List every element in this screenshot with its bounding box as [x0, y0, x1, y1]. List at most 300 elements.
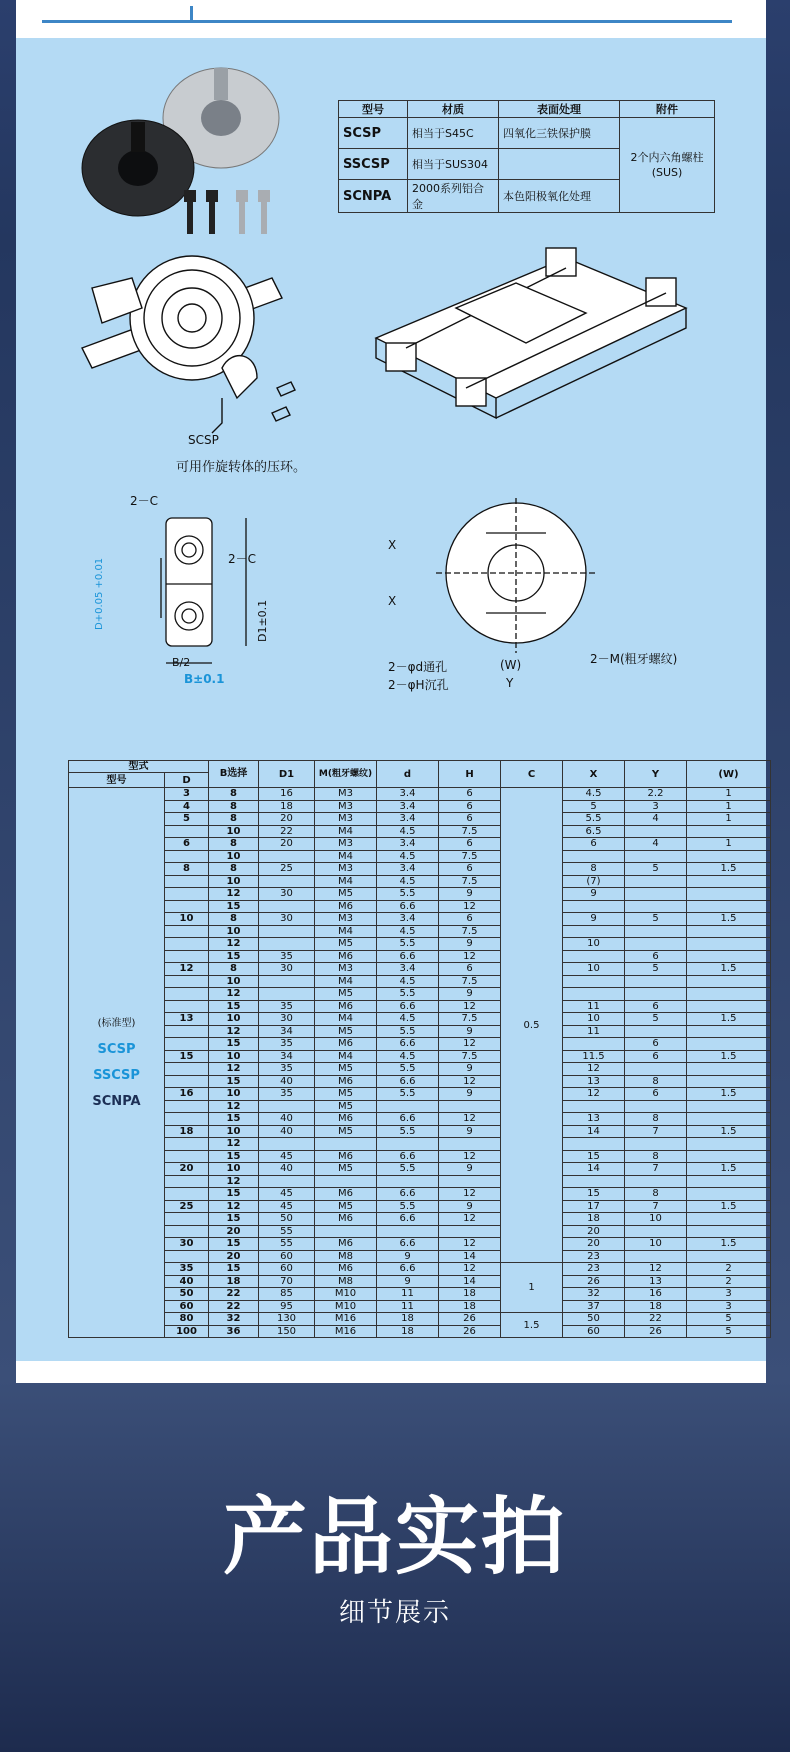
header-h: H [439, 761, 501, 788]
table-cell: M6 [315, 1038, 377, 1051]
table-cell [625, 1025, 687, 1038]
table-cell: 4.5 [377, 850, 439, 863]
table-cell: 7.5 [439, 1050, 501, 1063]
table-cell: 20 [259, 813, 315, 826]
table-cell: 16 [165, 1088, 209, 1101]
table-cell: 22 [259, 825, 315, 838]
spec-surface: 本色阳极氧化处理 [499, 180, 620, 213]
table-cell: 7.5 [439, 875, 501, 888]
table-cell: 10 [625, 1238, 687, 1251]
table-row [69, 1050, 771, 1063]
table-cell: M8 [315, 1275, 377, 1288]
label-y: Y [506, 676, 514, 690]
spec-sheet [16, 0, 766, 1383]
table-cell [165, 1225, 209, 1238]
table-cell: 5.5 [377, 1025, 439, 1038]
table-cell [625, 1100, 687, 1113]
table-cell: 13 [563, 1075, 625, 1088]
table-cell: 11 [563, 1025, 625, 1038]
table-cell: 10 [209, 1050, 259, 1063]
table-cell [563, 925, 625, 938]
table-cell: 1.5 [687, 963, 771, 976]
table-cell: 15 [209, 1000, 259, 1013]
label-x-lower: X [388, 594, 397, 608]
table-cell [563, 900, 625, 913]
table-cell: 7.5 [439, 975, 501, 988]
table-cell: 6.6 [377, 1263, 439, 1276]
table-row [69, 1063, 771, 1076]
table-cell: 6 [439, 788, 501, 801]
table-cell: 10 [209, 975, 259, 988]
table-cell: 12 [209, 938, 259, 951]
table-cell [259, 850, 315, 863]
table-cell: 3.4 [377, 813, 439, 826]
front-dimension-drawing [416, 493, 616, 663]
table-row [69, 813, 771, 826]
table-cell [687, 1038, 771, 1051]
table-row [69, 1288, 771, 1301]
table-cell: 4.5 [563, 788, 625, 801]
table-cell: 17 [563, 1200, 625, 1213]
table-cell: 15 [209, 1150, 259, 1163]
label-d1-tolerance: D1±0.1 [256, 599, 269, 642]
table-cell: 40 [259, 1125, 315, 1138]
table-cell [259, 1175, 315, 1188]
table-cell: 15 [209, 1213, 259, 1226]
table-cell [377, 1100, 439, 1113]
table-cell: 30 [259, 1013, 315, 1026]
table-cell: 6 [563, 838, 625, 851]
table-cell: 7 [625, 1163, 687, 1176]
table-cell: M4 [315, 825, 377, 838]
model-group-cell [69, 788, 165, 1338]
table-cell [687, 1063, 771, 1076]
table-cell [625, 1063, 687, 1076]
table-cell: 18 [439, 1288, 501, 1301]
table-cell [165, 1075, 209, 1088]
table-row [69, 1150, 771, 1163]
table-cell: M5 [315, 1200, 377, 1213]
table-cell: 32 [209, 1313, 259, 1326]
table-cell [377, 1138, 439, 1151]
table-cell: 5.5 [563, 813, 625, 826]
table-cell [687, 1225, 771, 1238]
table-row [69, 1125, 771, 1138]
spec-model-scnpa: SCNPA [339, 180, 408, 213]
model-group-label: (标准型) [97, 1017, 136, 1029]
table-row [69, 975, 771, 988]
table-cell: 1.5 [687, 1088, 771, 1101]
header-model: 型号 [69, 773, 165, 788]
table-cell: 12 [439, 1113, 501, 1126]
header-c: C [501, 761, 563, 788]
table-cell: 40 [259, 1163, 315, 1176]
table-cell: 12 [165, 963, 209, 976]
table-cell: 25 [165, 1200, 209, 1213]
spec-model-sscsp: SSCSP [339, 149, 408, 180]
table-cell: 9 [439, 1125, 501, 1138]
table-row [69, 875, 771, 888]
table-cell: 4.5 [377, 1013, 439, 1026]
table-cell: 12 [209, 1200, 259, 1213]
table-cell [625, 850, 687, 863]
table-cell: 2 [687, 1263, 771, 1276]
table-cell [165, 1213, 209, 1226]
table-cell: 12 [439, 1188, 501, 1201]
spec-model-scsp: SCSP [339, 118, 408, 149]
table-cell: 10 [563, 938, 625, 951]
table-cell [687, 900, 771, 913]
table-cell: 40 [259, 1113, 315, 1126]
table-cell: 4 [625, 813, 687, 826]
spec-header-material: 材质 [408, 101, 499, 118]
table-cell: 15 [209, 1113, 259, 1126]
table-cell: 1 [687, 813, 771, 826]
table-cell: 5.5 [377, 988, 439, 1001]
table-row [69, 1238, 771, 1251]
spec-material: 相当于S45C [408, 118, 499, 149]
table-cell: 3 [625, 800, 687, 813]
table-cell: 12 [563, 1088, 625, 1101]
table-cell: 6.6 [377, 1213, 439, 1226]
table-cell: 15 [209, 1038, 259, 1051]
table-cell: M3 [315, 788, 377, 801]
table-row [69, 1163, 771, 1176]
table-cell [687, 975, 771, 988]
table-row [69, 825, 771, 838]
table-cell: 12 [209, 888, 259, 901]
table-cell: 9 [377, 1250, 439, 1263]
table-cell: 9 [439, 988, 501, 1001]
model-name: SSCSP [93, 1067, 140, 1083]
table-cell: 36 [209, 1325, 259, 1338]
table-cell: 12 [209, 1175, 259, 1188]
table-cell [165, 1063, 209, 1076]
table-cell [165, 1000, 209, 1013]
table-cell: 6.6 [377, 900, 439, 913]
table-cell [439, 1138, 501, 1151]
table-cell [165, 875, 209, 888]
table-cell: M16 [315, 1325, 377, 1338]
table-cell: 11 [377, 1300, 439, 1313]
table-cell: M6 [315, 1213, 377, 1226]
table-cell [625, 875, 687, 888]
sprocket-assembly-drawing [72, 238, 332, 438]
table-cell: 15 [209, 1238, 259, 1251]
table-cell: 1.5 [687, 1013, 771, 1026]
table-cell: 10 [563, 963, 625, 976]
table-cell: 150 [259, 1325, 315, 1338]
table-cell: 50 [165, 1288, 209, 1301]
table-row [69, 1038, 771, 1051]
table-row [69, 913, 771, 926]
table-cell: 1 [687, 788, 771, 801]
table-cell: 11 [377, 1288, 439, 1301]
table-cell [165, 900, 209, 913]
table-cell: 15 [209, 1263, 259, 1276]
table-cell: 6 [165, 838, 209, 851]
section-title: 产品实拍 [222, 1488, 567, 1586]
table-cell: M4 [315, 975, 377, 988]
table-cell: 2.2 [625, 788, 687, 801]
table-cell: 4 [165, 800, 209, 813]
table-cell: 10 [209, 850, 259, 863]
table-cell: 14 [563, 1125, 625, 1138]
table-cell: 6.6 [377, 1000, 439, 1013]
label-x-upper: X [388, 538, 397, 552]
table-cell: M16 [315, 1313, 377, 1326]
table-cell [625, 888, 687, 901]
table-cell: 30 [165, 1238, 209, 1251]
table-cell: 50 [563, 1313, 625, 1326]
table-cell: 6 [625, 1038, 687, 1051]
table-cell: 55 [259, 1238, 315, 1251]
table-cell: 6 [625, 1000, 687, 1013]
table-cell: 9 [439, 1200, 501, 1213]
table-cell: M4 [315, 850, 377, 863]
table-cell: 6 [439, 838, 501, 851]
scsp-callout: SCSP [188, 433, 219, 447]
table-cell [165, 925, 209, 938]
table-cell: 4.5 [377, 925, 439, 938]
table-cell [687, 988, 771, 1001]
table-row [69, 1013, 771, 1026]
table-cell: 9 [439, 888, 501, 901]
table-cell: 8 [209, 813, 259, 826]
table-cell [625, 988, 687, 1001]
table-cell: 12 [439, 1150, 501, 1163]
table-cell: M5 [315, 1125, 377, 1138]
header-b: B选择 [209, 761, 259, 788]
table-cell: 10 [563, 1013, 625, 1026]
side-dimension-drawing [116, 498, 296, 678]
spec-material: 相当于SUS304 [408, 149, 499, 180]
table-cell: 20 [259, 838, 315, 851]
table-cell [563, 988, 625, 1001]
table-cell: 9 [439, 938, 501, 951]
table-cell: M3 [315, 800, 377, 813]
table-cell: 6 [439, 963, 501, 976]
table-cell: 13 [165, 1013, 209, 1026]
table-cell: 40 [259, 1075, 315, 1088]
table-cell: 12 [209, 1025, 259, 1038]
spec-panel [16, 38, 766, 1361]
table-cell [687, 1000, 771, 1013]
table-cell: 18 [165, 1125, 209, 1138]
table-cell [563, 975, 625, 988]
table-cell: 4.5 [377, 1050, 439, 1063]
table-cell: 15 [563, 1188, 625, 1201]
table-cell [165, 975, 209, 988]
table-cell: M6 [315, 1188, 377, 1201]
table-cell: 35 [259, 1063, 315, 1076]
model-name: SCNPA [92, 1093, 141, 1109]
table-cell: 45 [259, 1200, 315, 1213]
table-cell: M10 [315, 1288, 377, 1301]
table-cell: 23 [563, 1263, 625, 1276]
table-cell: 10 [209, 925, 259, 938]
table-cell [259, 975, 315, 988]
table-row [69, 1313, 771, 1326]
table-cell: 12 [439, 950, 501, 963]
table-cell: M3 [315, 913, 377, 926]
table-cell [563, 1038, 625, 1051]
table-cell: 5.5 [377, 1088, 439, 1101]
table-cell: 11 [563, 1000, 625, 1013]
table-cell [165, 888, 209, 901]
table-row [69, 1263, 771, 1276]
table-cell: 10 [209, 1163, 259, 1176]
table-cell [259, 938, 315, 951]
table-cell: 1.5 [687, 863, 771, 876]
table-cell [165, 950, 209, 963]
table-cell: 6 [625, 1088, 687, 1101]
table-cell [165, 1038, 209, 1051]
table-cell: M5 [315, 888, 377, 901]
table-cell [687, 1188, 771, 1201]
table-cell: M4 [315, 925, 377, 938]
table-cell: 8 [209, 838, 259, 851]
table-cell: M6 [315, 900, 377, 913]
table-cell [687, 1113, 771, 1126]
table-cell [439, 1100, 501, 1113]
table-row [69, 1175, 771, 1188]
table-cell: 7.5 [439, 850, 501, 863]
table-cell: 12 [563, 1063, 625, 1076]
table-cell: 8 [209, 963, 259, 976]
table-cell: 5 [625, 963, 687, 976]
table-cell: 12 [439, 1263, 501, 1276]
label-b-half: B/2 [172, 656, 191, 669]
table-cell [687, 875, 771, 888]
header-x: X [563, 761, 625, 788]
table-cell [625, 825, 687, 838]
table-cell: 16 [259, 788, 315, 801]
table-cell: 3.4 [377, 863, 439, 876]
table-cell: M5 [315, 1025, 377, 1038]
table-cell: M6 [315, 950, 377, 963]
table-cell: 1 [687, 800, 771, 813]
table-cell: 8 [625, 1113, 687, 1126]
table-cell: 35 [259, 1088, 315, 1101]
table-row [69, 1225, 771, 1238]
label-thread: 2－M(粗牙螺纹) [590, 652, 678, 666]
table-cell: 9 [439, 1063, 501, 1076]
table-cell: 12 [439, 900, 501, 913]
table-cell: 1.5 [687, 913, 771, 926]
table-cell: 20 [563, 1225, 625, 1238]
table-cell: 7.5 [439, 1013, 501, 1026]
table-cell [687, 1175, 771, 1188]
table-cell [165, 1250, 209, 1263]
table-row [69, 1025, 771, 1038]
table-cell: 12 [439, 1238, 501, 1251]
table-cell: 6 [625, 1050, 687, 1063]
table-cell: 34 [259, 1050, 315, 1063]
table-cell: 6 [625, 950, 687, 963]
table-cell: 8 [165, 863, 209, 876]
table-cell: 5.5 [377, 1125, 439, 1138]
spec-header-accessory: 附件 [620, 101, 715, 118]
table-cell: 60 [165, 1300, 209, 1313]
table-cell: M6 [315, 1000, 377, 1013]
table-cell: 3 [687, 1300, 771, 1313]
table-cell: 16 [625, 1288, 687, 1301]
table-cell: 60 [259, 1263, 315, 1276]
table-cell: 26 [625, 1325, 687, 1338]
table-cell: 12 [439, 1000, 501, 1013]
table-cell: 1.5 [687, 1125, 771, 1138]
table-cell: 8 [209, 913, 259, 926]
table-row [69, 988, 771, 1001]
table-cell: M6 [315, 1263, 377, 1276]
table-cell [687, 1150, 771, 1163]
table-row [69, 1000, 771, 1013]
header-type: 型式 [69, 761, 209, 773]
table-cell: M5 [315, 988, 377, 1001]
table-cell: M5 [315, 938, 377, 951]
table-cell [165, 1100, 209, 1113]
table-cell [687, 850, 771, 863]
table-cell: 7.5 [439, 925, 501, 938]
table-cell: M6 [315, 1113, 377, 1126]
table-row [69, 950, 771, 963]
table-cell: 15 [165, 1050, 209, 1063]
c-value-cell: 1.5 [501, 1313, 563, 1338]
table-cell: 23 [563, 1250, 625, 1263]
table-cell: 3.4 [377, 838, 439, 851]
table-row [69, 1100, 771, 1113]
table-cell: 2 [687, 1275, 771, 1288]
header-d: D [165, 773, 209, 788]
table-cell: 55 [259, 1225, 315, 1238]
spec-surface: 四氧化三铁保护膜 [499, 118, 620, 149]
table-cell: 18 [563, 1213, 625, 1226]
table-cell: 4.5 [377, 975, 439, 988]
table-cell: 5 [687, 1325, 771, 1338]
top-divider [42, 6, 732, 23]
table-row [69, 1325, 771, 1338]
table-row [69, 850, 771, 863]
table-cell: 3.4 [377, 800, 439, 813]
table-cell: 60 [563, 1325, 625, 1338]
table-cell: 14 [439, 1275, 501, 1288]
table-cell: 25 [259, 863, 315, 876]
table-cell [563, 950, 625, 963]
table-cell [259, 900, 315, 913]
table-cell: 18 [377, 1313, 439, 1326]
table-cell [625, 1225, 687, 1238]
table-cell: 37 [563, 1300, 625, 1313]
table-cell: M10 [315, 1300, 377, 1313]
table-cell: 6.6 [377, 1075, 439, 1088]
table-cell: 20 [165, 1163, 209, 1176]
header-w: (W) [687, 761, 771, 788]
table-cell: 6 [439, 863, 501, 876]
table-cell: 6.6 [377, 1038, 439, 1051]
table-cell: 32 [563, 1288, 625, 1301]
table-cell [439, 1175, 501, 1188]
table-cell: 8 [625, 1150, 687, 1163]
table-cell: 6 [439, 813, 501, 826]
table-cell: 50 [259, 1213, 315, 1226]
table-cell: M4 [315, 1013, 377, 1026]
table-cell: 18 [377, 1325, 439, 1338]
table-cell: 8 [209, 788, 259, 801]
table-cell [259, 1100, 315, 1113]
header-m: M(粗牙螺纹) [315, 761, 377, 788]
table-cell [377, 1225, 439, 1238]
